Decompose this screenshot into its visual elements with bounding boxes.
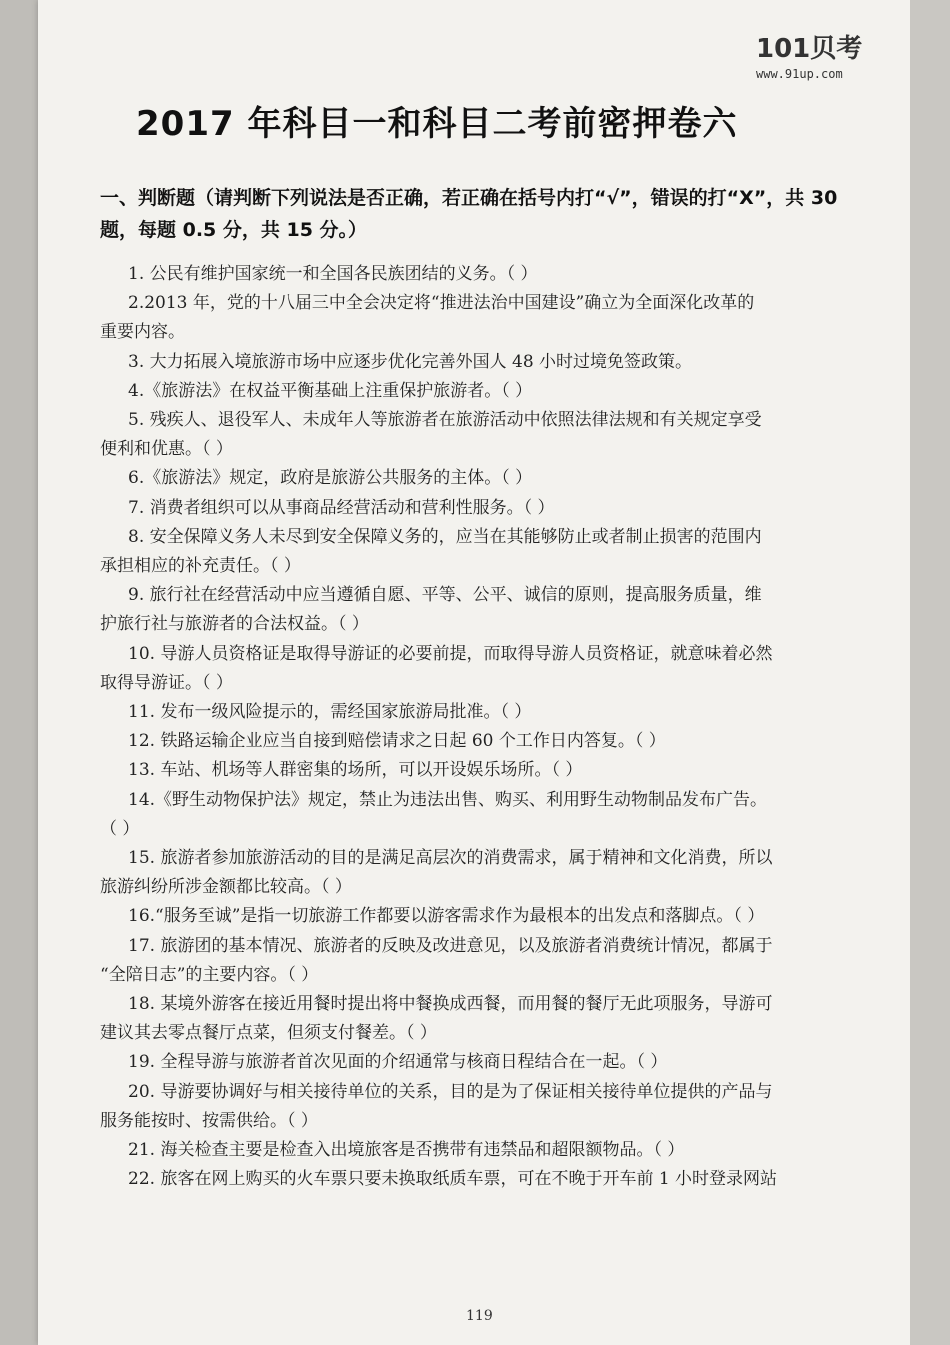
question-line: 16.“服务至诚”是指一切旅游工作都要以游客需求作为最根本的出发点和落脚点。（ ） xyxy=(128,906,765,927)
question-line: 2.2013 年，党的十八届三中全会决定将“推进法治中国建设”确立为全面深化改革的 xyxy=(128,293,755,314)
question-line: 旅游纠纷所涉金额都比较高。（ ） xyxy=(100,877,352,898)
question-line: 12. 铁路运输企业应当自接到赔偿请求之日起 60 个工作日内答复。（ ） xyxy=(128,731,666,752)
question-line: 取得导游证。（ ） xyxy=(100,672,233,693)
page-number: 119 xyxy=(466,1308,493,1324)
question-line: 建议其去零点餐厅点菜，但须支付餐差。（ ） xyxy=(100,1023,437,1044)
question-line: 1. 公民有维护国家统一和全国各民族团结的义务。（ ） xyxy=(128,264,538,284)
logo-wordmark xyxy=(756,28,866,65)
question-line: 21. 海关检查主要是检查入出境旅客是否携带有违禁品和超限额物品。（ ） xyxy=(128,1140,685,1161)
question-line: 3. 大力拓展入境旅游市场中应逐步优化完善外国人 48 小时过境免签政策。 xyxy=(128,351,693,372)
question-line: 6.《旅游法》规定，政府是旅游公共服务的主体。（ ） xyxy=(128,468,533,489)
question-line: 服务能按时、按需供给。（ ） xyxy=(100,1110,318,1131)
question-line: 20. 导游要协调好与相关接待单位的关系，目的是为了保证相关接待单位提供的产品与 xyxy=(128,1081,773,1102)
question-line: 4.《旅游法》在权益平衡基础上注重保护旅游者。（ ） xyxy=(128,380,533,401)
logo-url: www.91up.com xyxy=(756,67,843,81)
question-line: 19. 全程导游与旅游者首次见面的介绍通常与核商日程结合在一起。（ ） xyxy=(128,1052,668,1073)
section-header: 一、判断题（请判断下列说法是否正确，若正确在括号内打“√”，错误的打“X”，共 30 题，每题 0.5 分，共 15 分。） xyxy=(100,187,838,241)
question-line: 11. 发布一级风险提示的，需经国家旅游局批准。（ ） xyxy=(128,702,532,723)
question-line: 承担相应的补充责任。（ ） xyxy=(100,556,301,577)
logo-brand-text: 101贝考 xyxy=(756,34,863,64)
question-line: 7. 消费者组织可以从事商品经营活动和营利性服务。（ ） xyxy=(128,497,555,518)
document-page xyxy=(38,0,910,1345)
question-line: 10. 导游人员资格证是取得导游证的必要前提，而取得导游人员资格证，就意味着必然 xyxy=(128,643,773,664)
question-line: 重要内容。 xyxy=(100,322,185,343)
question-list xyxy=(100,260,860,1195)
question-line: 8. 安全保障义务人未尽到安全保障义务的，应当在其能够防止或者制止损害的范围内 xyxy=(128,526,762,547)
question-line: 18. 某境外游客在接近用餐时提出将中餐换成西餐，而用餐的餐厅无此项服务，导游可 xyxy=(128,994,773,1015)
question-line: 便利和优惠。（ ） xyxy=(100,439,233,460)
scan-right-edge xyxy=(910,0,950,1345)
scan-left-edge xyxy=(0,0,38,1345)
question-line: 15. 旅游者参加旅游活动的目的是满足高层次的消费需求，属于精神和文化消费，所以 xyxy=(128,848,773,869)
question-line: 17. 旅游团的基本情况、旅游者的反映及改进意见，以及旅游者消费统计情况，都属于 xyxy=(128,935,773,956)
page-title: 2017 年科目一和科目二考前密押卷六 xyxy=(136,104,738,144)
question-line: 14.《野生动物保护法》规定，禁止为违法出售、购买、利用野生动物制品发布广告。 xyxy=(128,789,768,810)
question-line: 22. 旅客在网上购买的火车票只要未换取纸质车票，可在不晚于开车前 1 小时登录网站 xyxy=(128,1169,778,1190)
question-line: 5. 残疾人、退役军人、未成年人等旅游者在旅游活动中依照法律法规和有关规定享受 xyxy=(128,410,762,431)
question-line: “全陪日志”的主要内容。（ ） xyxy=(100,964,319,985)
exam-content xyxy=(100,182,860,1195)
question-line: 13. 车站、机场等人群密集的场所，可以开设娱乐场所。（ ） xyxy=(128,760,583,781)
question-line: 9. 旅行社在经营活动中应当遵循自愿、平等、公平、诚信的原则，提高服务质量，维 xyxy=(128,585,762,606)
question-line: （ ） xyxy=(100,818,140,839)
brand-logo xyxy=(756,28,866,81)
question-line: 护旅行社与旅游者的合法权益。（ ） xyxy=(100,614,369,635)
